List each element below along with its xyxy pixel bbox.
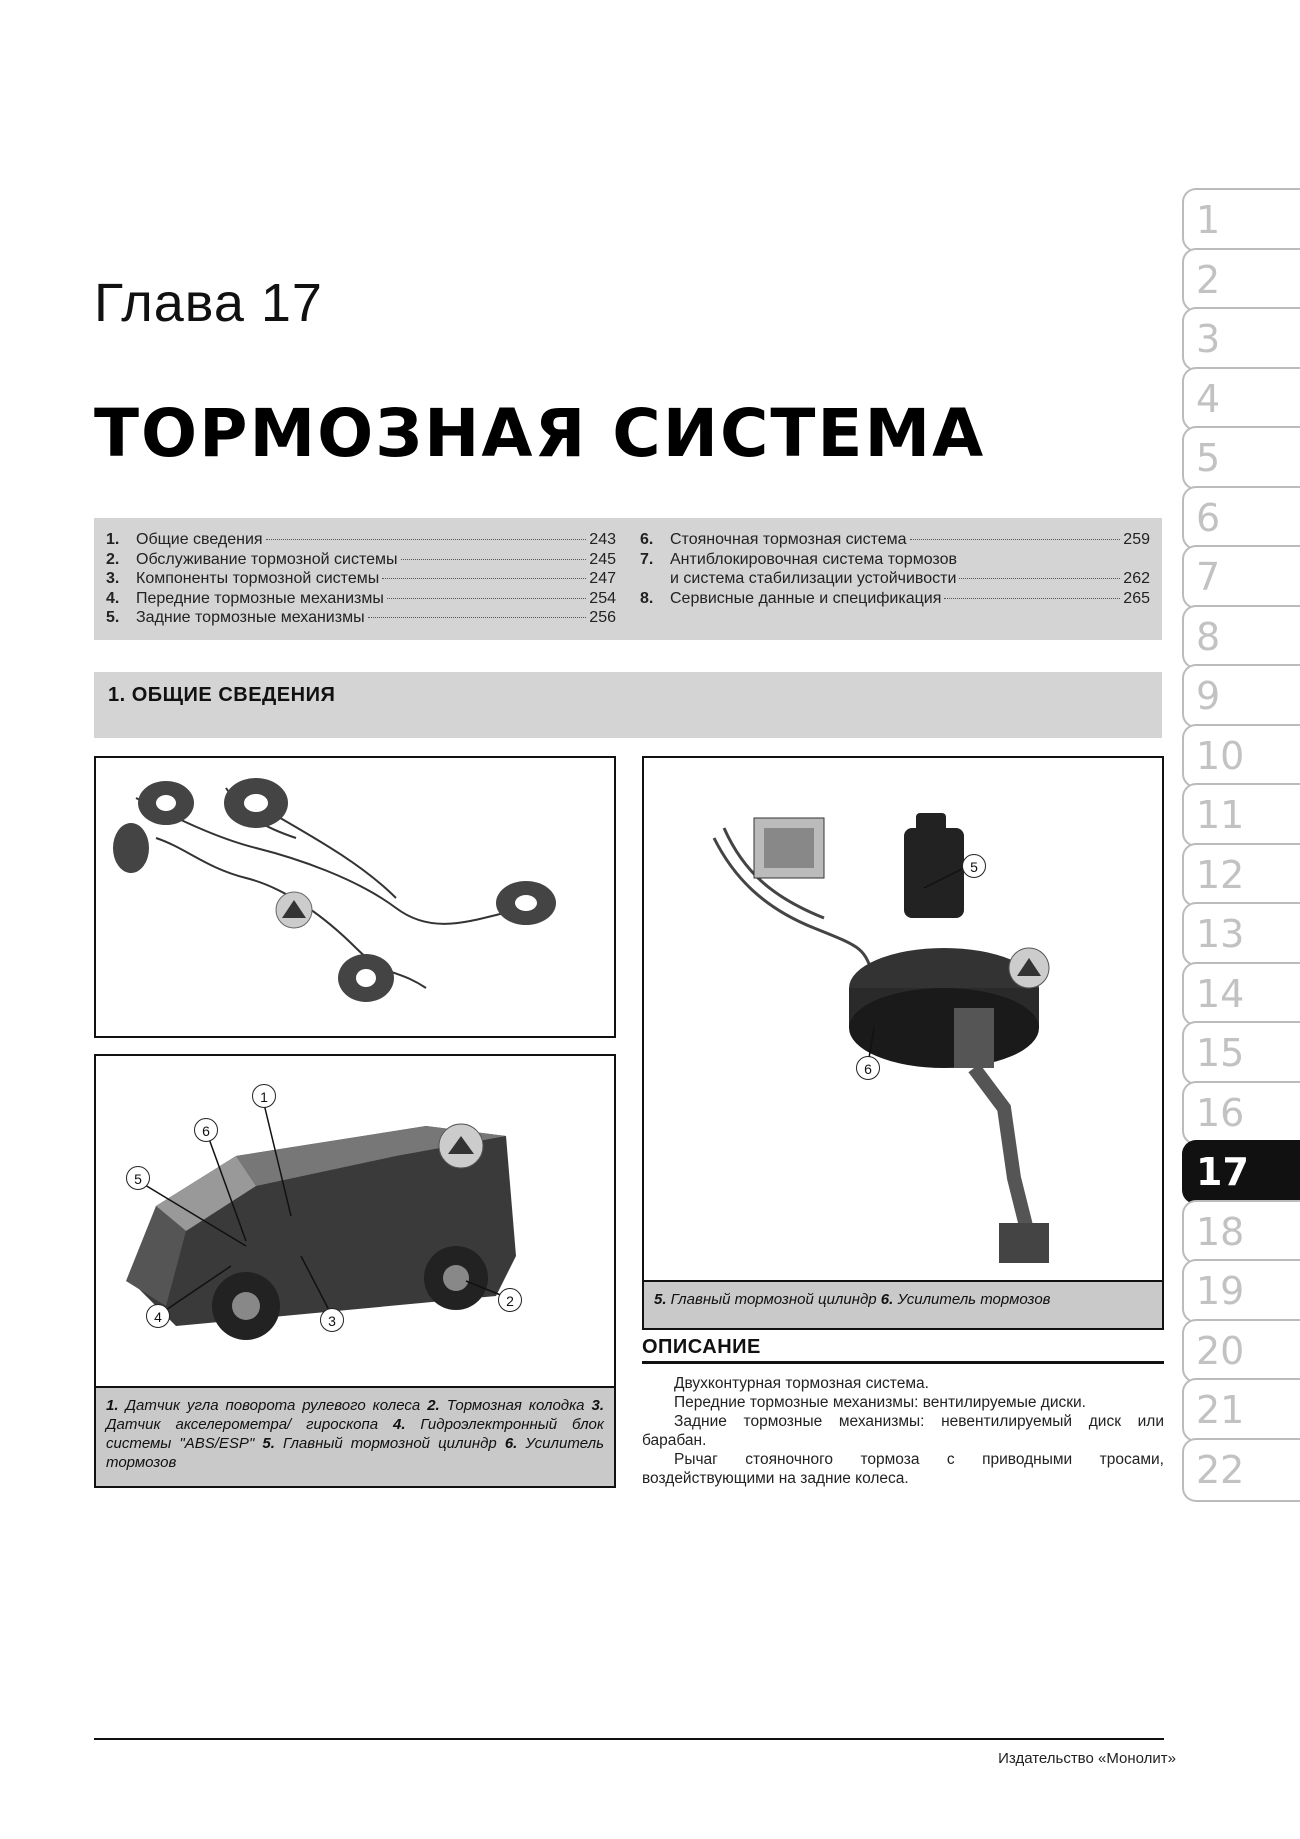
toc-entry (640, 590, 1150, 610)
toc-page: 262 (1123, 570, 1150, 587)
caption-text: Главный тормозной цилиндр (274, 1435, 505, 1452)
toc-entry (640, 531, 1150, 551)
chapter-tab-18[interactable]: 18 (1182, 1200, 1300, 1264)
toc-page: 245 (589, 550, 616, 568)
toc-title: Общие сведения (136, 531, 263, 548)
toc-title: Задние тормозные механизмы (136, 609, 365, 626)
figure-booster-caption (644, 1280, 1162, 1328)
footer-rule (94, 1738, 1164, 1740)
callout-1: 1 (252, 1084, 276, 1108)
toc-title: Стояночная тормозная система (670, 531, 907, 548)
chapter-tab-1[interactable]: 1 (1182, 188, 1300, 252)
chapter-tab-7[interactable]: 7 (1182, 545, 1300, 609)
toc-number: 2. (106, 550, 120, 568)
toc-leader (944, 598, 1120, 599)
chapter-tab-5[interactable]: 5 (1182, 426, 1300, 490)
description-paragraph: Задние тормозные механизмы: невентилируемый диск или барабан. (642, 1413, 1164, 1449)
toc-entry (106, 590, 616, 610)
chapter-tab-10[interactable]: 10 (1182, 724, 1300, 788)
toc-leader (910, 539, 1121, 540)
caption-text: Главный тормозной цилиндр (666, 1291, 881, 1308)
figure-brake-booster (642, 756, 1164, 1330)
toc-leader (387, 598, 586, 599)
toc-page: 256 (589, 609, 616, 626)
toc-title: Сервисные данные и спецификация (670, 589, 942, 607)
chapter-tab-4[interactable]: 4 (1182, 367, 1300, 431)
callout-4: 4 (146, 1304, 170, 1328)
toc-entry-continuation (640, 570, 1150, 590)
chapter-label: Глава 17 (94, 273, 323, 333)
toc-page: 243 (589, 531, 616, 548)
chapter-tab-17[interactable]: 17 (1182, 1140, 1300, 1204)
chapter-tab-12[interactable]: 12 (1182, 843, 1300, 907)
toc-column-right (640, 531, 1150, 609)
toc-entry (106, 551, 616, 571)
toc-title: Обслуживание тормозной системы (136, 550, 398, 568)
chapter-tab-15[interactable]: 15 (1182, 1021, 1300, 1085)
toc-number: 4. (106, 589, 120, 607)
toc-entry (640, 551, 1150, 571)
toc-page: 265 (1123, 589, 1150, 607)
toc-leader (382, 578, 586, 579)
toc-number: 1. (106, 531, 120, 548)
toc-number: 6. (640, 531, 654, 548)
chapter-tab-19[interactable]: 19 (1182, 1259, 1300, 1323)
van-illustration (96, 1056, 614, 1386)
toc-title: Антиблокировочная система тормозов (670, 550, 957, 568)
description-heading: ОПИСАНИЕ (642, 1336, 1164, 1364)
chapter-tab-21[interactable]: 21 (1182, 1378, 1300, 1442)
caption-text: Гидроэлектронный блок системы "ABS/ESP" (106, 1416, 604, 1452)
caption-number: 6. (880, 1291, 894, 1308)
caption-text: Усилитель тормозов (106, 1435, 605, 1471)
callout-3: 3 (320, 1308, 344, 1332)
toc-page: 259 (1123, 531, 1150, 548)
toc-leader (266, 539, 587, 540)
chapter-tab-8[interactable]: 8 (1182, 605, 1300, 669)
chapter-title: ТОРМОЗНАЯ СИСТЕМА (94, 395, 986, 472)
description-paragraph: Рычаг стояночного тормоза с приводными тросами, воздействующими на задние колеса. (642, 1451, 1164, 1487)
toc-title: Компоненты тормозной системы (136, 570, 380, 587)
toc-page: 254 (589, 589, 616, 607)
toc-leader (959, 578, 1120, 579)
callout-5: 5 (962, 854, 986, 878)
brake-booster-illustration (644, 758, 1162, 1278)
toc-leader (368, 617, 587, 618)
chapter-tab-2[interactable]: 2 (1182, 248, 1300, 312)
toc-number: 8. (640, 589, 654, 607)
chapter-tab-14[interactable]: 14 (1182, 962, 1300, 1026)
description-paragraph: Передние тормозные механизмы: вентилируемые диски. (674, 1394, 1086, 1411)
section-title: 1. ОБЩИЕ СВЕДЕНИЯ (108, 684, 336, 706)
chapter-tab-9[interactable]: 9 (1182, 664, 1300, 728)
toc-number: 3. (106, 570, 120, 587)
toc-title: Передние тормозные механизмы (136, 589, 384, 607)
caption-number: 1. (106, 1397, 119, 1414)
caption-text: Датчик акселерометра/ гироскопа (106, 1416, 393, 1433)
caption-number: 2. (427, 1397, 440, 1414)
caption-number: 4. (393, 1416, 406, 1433)
chapter-tab-22[interactable]: 22 (1182, 1438, 1300, 1502)
callout-6: 6 (194, 1118, 218, 1142)
caption-number: 5. (654, 1291, 667, 1308)
toc-leader (401, 559, 587, 560)
chapter-tab-11[interactable]: 11 (1182, 783, 1300, 847)
caption-text: Тормозная колодка (439, 1397, 592, 1414)
table-of-contents (94, 518, 1162, 640)
figure-van-caption (96, 1386, 614, 1486)
caption-text: Датчик угла поворота рулевого колеса (118, 1397, 428, 1414)
chapter-tab-13[interactable]: 13 (1182, 902, 1300, 966)
figure-brake-wiring (94, 756, 616, 1038)
chapter-tab-16[interactable]: 16 (1182, 1081, 1300, 1145)
caption-number: 5. (262, 1435, 275, 1452)
toc-entry (106, 531, 616, 551)
brake-wiring-illustration (96, 758, 614, 1036)
description-paragraph: Двухконтурная тормозная система. (674, 1375, 929, 1392)
toc-number: 5. (106, 609, 120, 626)
toc-number: 7. (640, 550, 654, 568)
toc-entry (106, 609, 616, 629)
caption-number: 6. (504, 1435, 518, 1452)
callout-6: 6 (856, 1056, 880, 1080)
chapter-tab-6[interactable]: 6 (1182, 486, 1300, 550)
section-header (94, 672, 1162, 738)
figure-van-brake-components (94, 1054, 616, 1488)
caption-number: 3. (591, 1397, 604, 1414)
toc-page: 247 (589, 570, 616, 587)
description-body (642, 1374, 1164, 1488)
chapter-tab-3[interactable]: 3 (1182, 307, 1300, 371)
toc-column-left (106, 531, 616, 629)
chapter-tab-20[interactable]: 20 (1182, 1319, 1300, 1383)
caption-text: Усилитель тормозов (893, 1291, 1051, 1308)
toc-title: и система стабилизации устойчивости (670, 570, 957, 587)
callout-2: 2 (498, 1288, 522, 1312)
callout-5: 5 (126, 1166, 150, 1190)
toc-entry (106, 570, 616, 590)
footer-publisher: Издательство «Монолит» (998, 1750, 1176, 1767)
